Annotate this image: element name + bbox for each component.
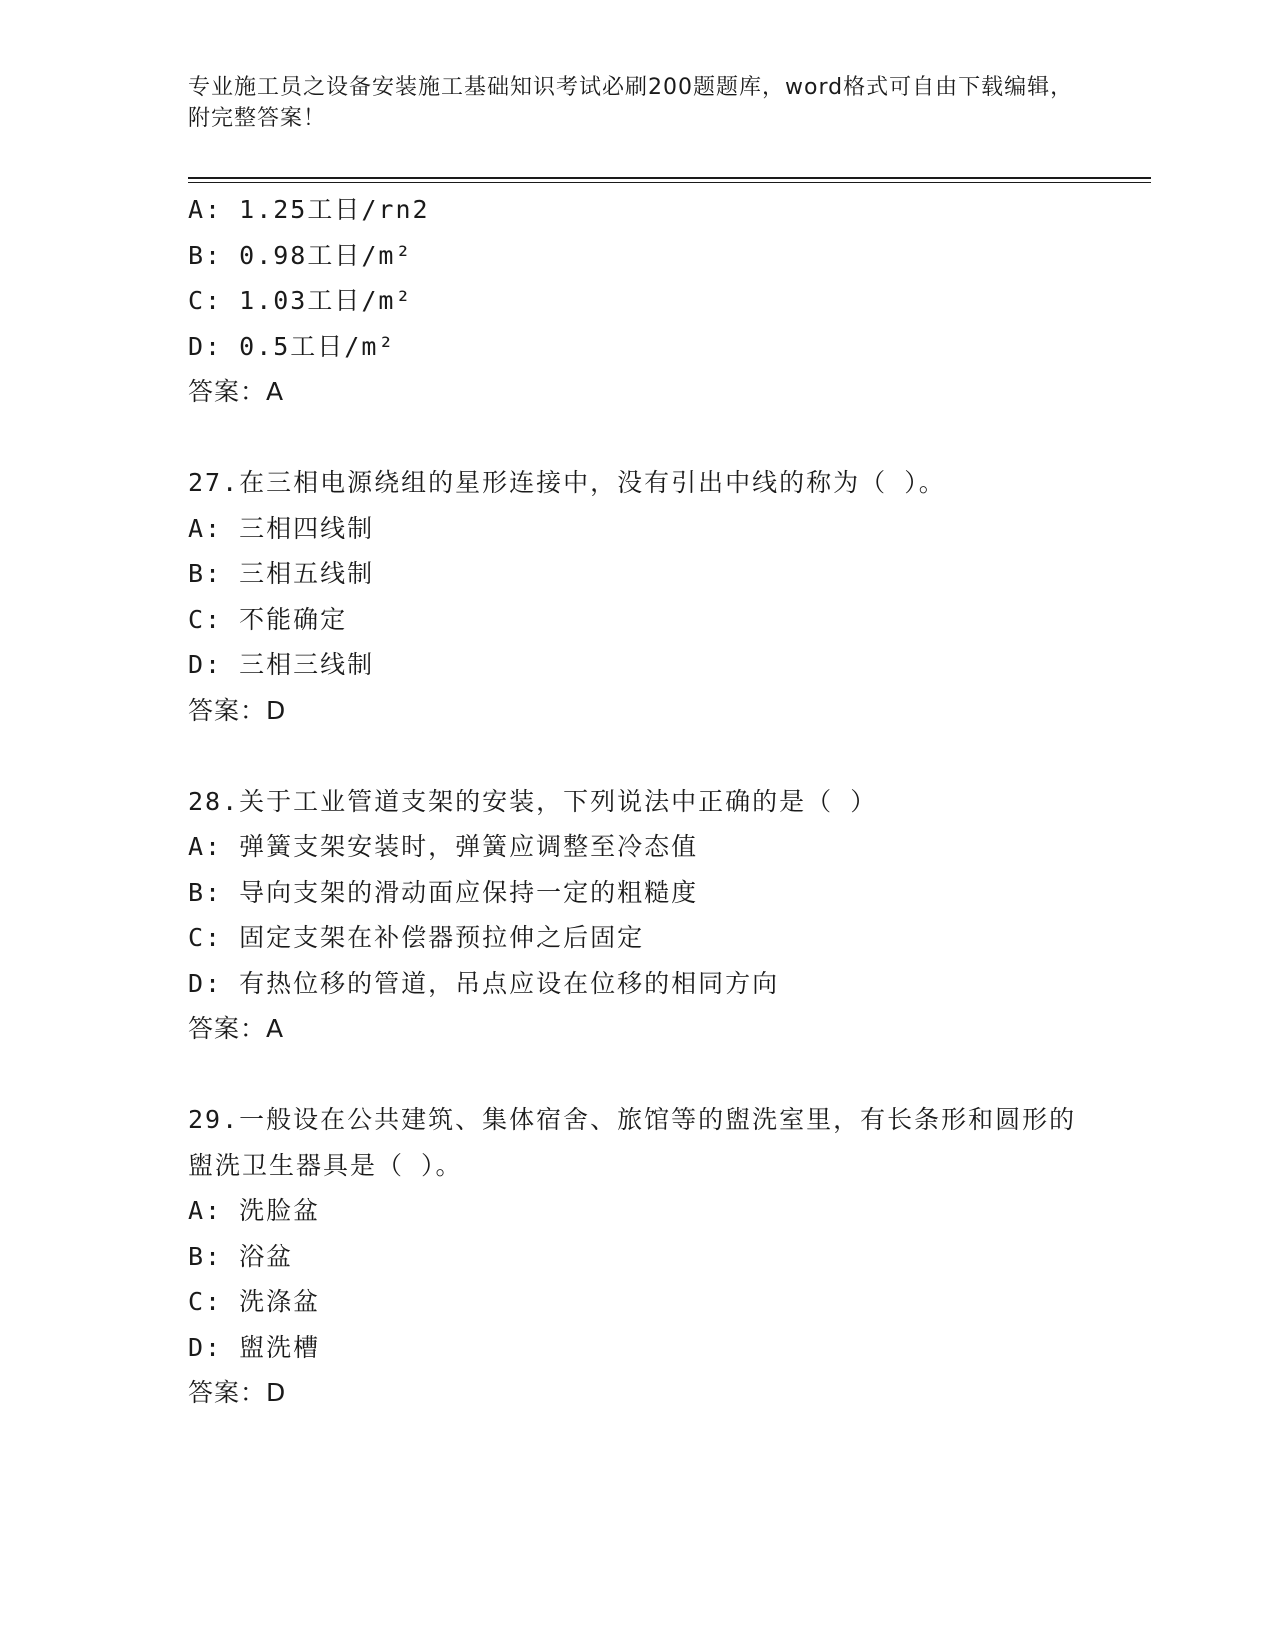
option-b: B: 0.98工日/m²	[188, 240, 413, 270]
option-d: D: 盥洗槽	[188, 1332, 321, 1362]
header-rule-thick	[188, 177, 1151, 179]
spacer	[188, 415, 1088, 461]
question-list	[188, 187, 1088, 1416]
question-28	[188, 779, 1088, 1052]
option-c: C: 不能确定	[188, 604, 348, 634]
option-a: A: 弹簧支架安装时，弹簧应调整至冷态值	[188, 832, 699, 861]
answer-line: 答案：D	[188, 1378, 287, 1407]
option-b: B: 浴盆	[188, 1241, 294, 1271]
option-c: C: 固定支架在补偿器预拉伸之后固定	[188, 923, 645, 952]
question-stem: 29.一般设在公共建筑、集体宿舍、旅馆等的盥洗室里，有长条形和圆形的盥洗卫生器具是（ ）。	[188, 1105, 1077, 1180]
option-c: C: 洗涤盆	[188, 1287, 321, 1316]
option-c: C: 1.03工日/m²	[188, 286, 413, 315]
question-27	[188, 460, 1088, 733]
option-a: A: 三相四线制	[188, 513, 375, 543]
spacer	[188, 733, 1088, 779]
option-d: D: 有热位移的管道，吊点应设在位移的相同方向	[188, 968, 780, 998]
question-29	[188, 1097, 1088, 1416]
spacer	[188, 1052, 1088, 1098]
option-d: D: 0.5工日/m²	[188, 331, 396, 361]
document-header: 专业施工员之设备安装施工基础知识考试必刷200题题库，word格式可自由下载编辑，附完整答案！	[188, 75, 1074, 131]
header-rule-thin	[188, 182, 1151, 183]
question-26	[188, 187, 1088, 415]
option-d: D: 三相三线制	[188, 650, 375, 679]
question-stem: 28.关于工业管道支架的安装，下列说法中正确的是（ ）	[188, 786, 878, 816]
answer-line: 答案：D	[188, 695, 287, 725]
option-b: B: 三相五线制	[188, 559, 375, 588]
option-a: A: 洗脸盆	[188, 1196, 321, 1225]
answer-line: 答案：A	[188, 377, 285, 406]
option-b: B: 导向支架的滑动面应保持一定的粗糙度	[188, 877, 699, 907]
question-stem: 27.在三相电源绕组的星形连接中，没有引出中线的称为（ ）。	[188, 468, 946, 497]
option-a: A: 1.25工日/rn2	[188, 195, 430, 224]
answer-line: 答案：A	[188, 1014, 285, 1043]
